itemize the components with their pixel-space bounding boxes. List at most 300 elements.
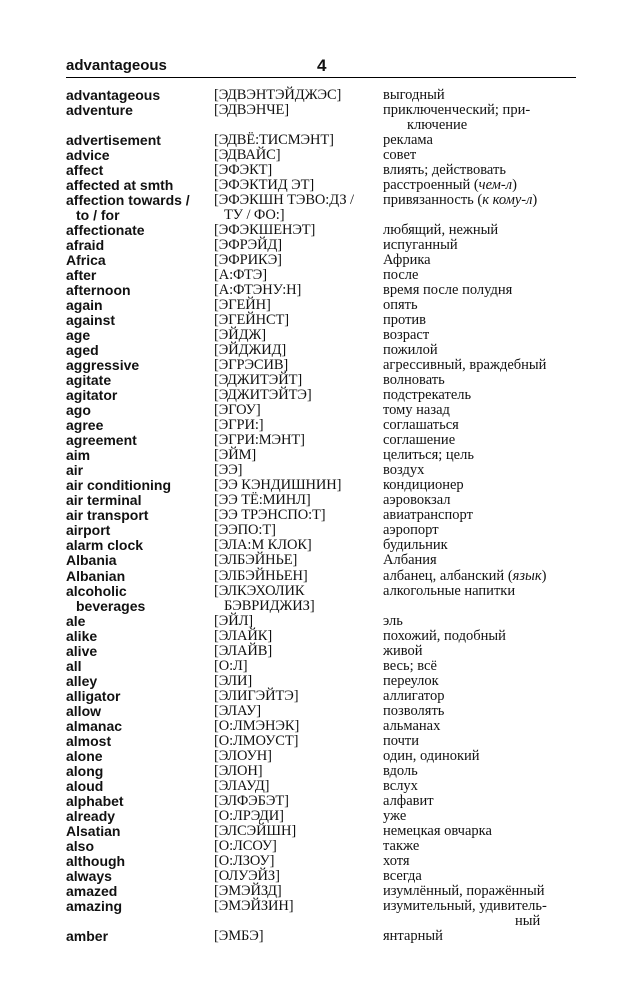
entry-translation-text: алкогольные напитки	[383, 582, 516, 599]
entry-translation	[383, 839, 578, 854]
entry-word-text: air	[66, 462, 84, 479]
entry-word	[66, 193, 216, 223]
entry-word	[66, 223, 216, 238]
entry-word	[66, 493, 216, 508]
entry-translation	[383, 749, 578, 764]
entry-translation	[383, 298, 578, 313]
entry-transcription-text: [ЭЛСЭЙШН]	[214, 822, 297, 839]
entry-translation	[383, 478, 578, 493]
entry-translation-text: реклама	[383, 132, 433, 149]
entry-word-text: affection towards /	[66, 192, 190, 209]
entry-transcription	[214, 313, 384, 328]
dictionary-entry	[66, 614, 576, 629]
entry-translation	[383, 418, 578, 433]
entry-translation-text: воздух	[383, 462, 425, 479]
entry-transcription-text: [ЭЭПО:Т]	[214, 522, 276, 539]
entry-translation	[383, 704, 578, 719]
entry-translation-text: волновать	[383, 372, 445, 389]
entry-word-text: advantageous	[66, 87, 161, 103]
dictionary-entry	[66, 163, 576, 178]
entry-translation-text: похожий, подобный	[383, 627, 506, 644]
entry-word-continuation: beverages	[76, 597, 146, 614]
entry-translation-continuation: ключение	[407, 117, 468, 134]
entry-translation	[383, 553, 578, 568]
entry-word-text: agreement	[66, 432, 137, 449]
entry-translation-text: аэропорт	[383, 522, 439, 539]
entry-transcription	[214, 223, 384, 238]
dictionary-entry	[66, 584, 576, 614]
dictionary-entry	[66, 298, 576, 313]
entry-translation	[383, 463, 578, 478]
entry-transcription-text: [ЭГРИ:]	[214, 417, 264, 434]
dictionary-entry	[66, 88, 576, 103]
entry-word-text: against	[66, 312, 116, 329]
entry-translation	[383, 193, 578, 208]
entry-transcription	[214, 463, 384, 478]
entry-transcription-text: [ЭДЖИТЭЙТЭ]	[214, 387, 312, 404]
entry-transcription	[214, 884, 384, 899]
entry-translation	[383, 779, 578, 794]
entry-translation-text: против	[383, 312, 427, 329]
entry-transcription-text: [ЭЛАУ]	[214, 702, 262, 719]
entry-translation-text: кондиционер	[383, 477, 464, 494]
dictionary-entry	[66, 629, 576, 644]
dictionary-entry	[66, 508, 576, 523]
entry-word	[66, 764, 216, 779]
entry-translation-text: соглашаться	[383, 417, 459, 434]
entry-translation-text: выгодный	[383, 87, 445, 103]
entry-translation	[383, 103, 578, 133]
entry-translation-text: влиять; действовать	[383, 162, 506, 179]
entry-word-text: airport	[66, 522, 111, 539]
entry-transcription-text: [О:ЛЗОУ]	[214, 852, 275, 869]
entry-transcription-text: [ЭЛКЭХОЛИК	[214, 582, 305, 599]
entry-word	[66, 418, 216, 433]
entry-transcription-text: [ЭЛАЙВ]	[214, 642, 273, 659]
entry-transcription-text: [ЭЛА:М КЛОК]	[214, 537, 312, 554]
dictionary-entry	[66, 749, 576, 764]
entry-translation	[383, 854, 578, 869]
entry-word-continuation: to / for	[76, 207, 120, 224]
dictionary-entry	[66, 569, 576, 584]
entry-word	[66, 268, 216, 283]
entry-translation	[383, 88, 578, 103]
entry-word	[66, 779, 216, 794]
dictionary-entry	[66, 223, 576, 238]
dictionary-entry	[66, 689, 576, 704]
entry-word-text: alphabet	[66, 792, 124, 809]
dictionary-entry	[66, 884, 576, 899]
page-header	[66, 57, 576, 77]
entry-transcription	[214, 749, 384, 764]
entry-transcription	[214, 929, 384, 944]
entry-word-text: adventure	[66, 102, 133, 119]
entry-translation-text: всегда	[383, 867, 422, 884]
dictionary-entry	[66, 704, 576, 719]
entry-translation-text: изумительный, удивитель-	[383, 897, 547, 914]
entry-word	[66, 794, 216, 809]
entry-word	[66, 839, 216, 854]
entry-translation	[383, 328, 578, 343]
dictionary-entries	[66, 88, 576, 944]
page-number: 4	[317, 56, 327, 75]
entry-translation-text: расстроенный (чем-л)	[383, 177, 517, 194]
dictionary-entry	[66, 523, 576, 538]
dictionary-entry	[66, 343, 576, 358]
entry-transcription	[214, 178, 384, 193]
entry-transcription-text: [А:ФТЭ]	[214, 267, 267, 284]
entry-translation	[383, 899, 578, 929]
entry-transcription	[214, 238, 384, 253]
entry-translation	[383, 343, 578, 358]
entry-translation-text: после	[383, 267, 419, 284]
dictionary-entry	[66, 418, 576, 433]
entry-word	[66, 373, 216, 388]
entry-translation-text: почти	[383, 732, 420, 749]
entry-transcription-text: [ЭФЭКШЕНЭТ]	[214, 222, 316, 239]
entry-translation-text: привязанность (к кому-л)	[383, 192, 538, 209]
entry-translation	[383, 313, 578, 328]
entry-translation-text: переулок	[383, 672, 439, 689]
entry-transcription	[214, 193, 384, 223]
entry-word	[66, 103, 216, 118]
entry-word	[66, 749, 216, 764]
entry-translation-continuation: ный	[515, 912, 541, 929]
entry-transcription-text: [ЭДВЭНЧЕ]	[214, 102, 289, 119]
entry-word-text: affect	[66, 162, 104, 179]
entry-transcription	[214, 779, 384, 794]
dictionary-entry	[66, 674, 576, 689]
entry-translation-text: подстрекатель	[383, 387, 472, 404]
entry-word-text: allow	[66, 702, 102, 719]
entry-word-text: alligator	[66, 687, 121, 704]
entry-transcription-text: [О:ЛРЭДИ]	[214, 807, 284, 824]
entry-transcription	[214, 418, 384, 433]
dictionary-entry	[66, 719, 576, 734]
entry-transcription	[214, 734, 384, 749]
dictionary-entry	[66, 253, 576, 268]
entry-translation	[383, 133, 578, 148]
entry-translation-text: один, одинокий	[383, 747, 480, 764]
entry-word	[66, 133, 216, 148]
entry-transcription	[214, 163, 384, 178]
entry-transcription-text: [ЭФРЭЙД]	[214, 237, 282, 254]
dictionary-entry	[66, 764, 576, 779]
entry-translation-text: вдоль	[383, 762, 418, 779]
entry-word	[66, 704, 216, 719]
entry-translation	[383, 538, 578, 553]
entry-translation-text: аллигатор	[383, 687, 445, 704]
entry-transcription	[214, 794, 384, 809]
entry-transcription-text: [О:ЛСОУ]	[214, 837, 277, 854]
dictionary-entry	[66, 403, 576, 418]
entry-transcription-text: [ЭЛИГЭЙТЭ]	[214, 687, 299, 704]
entry-word-text: aggressive	[66, 357, 140, 374]
entry-translation-text: целиться; цель	[383, 447, 474, 464]
entry-word	[66, 508, 216, 523]
entry-word-text: air conditioning	[66, 477, 171, 494]
entry-translation	[383, 448, 578, 463]
entry-transcription	[214, 493, 384, 508]
running-headword: advantageous	[66, 57, 167, 74]
entry-word	[66, 448, 216, 463]
dictionary-entry	[66, 148, 576, 163]
entry-word-text: advice	[66, 147, 110, 164]
entry-transcription	[214, 103, 384, 118]
entry-translation	[383, 869, 578, 884]
entry-transcription-text: [ЭФЭКТИД ЭТ]	[214, 177, 315, 194]
entry-translation-text: уже	[383, 807, 407, 824]
entry-transcription-text: [ЭЭ ТРЭНСПО:Т]	[214, 507, 326, 524]
entry-translation	[383, 569, 578, 584]
dictionary-entry	[66, 328, 576, 343]
entry-translation-text: испуганный	[383, 237, 458, 254]
entry-transcription-text: [ЭГРИ:МЭНТ]	[214, 432, 305, 449]
dictionary-entry	[66, 178, 576, 193]
dictionary-entry	[66, 193, 576, 223]
entry-word-text: air terminal	[66, 492, 142, 509]
entry-transcription	[214, 283, 384, 298]
entry-transcription	[214, 388, 384, 403]
entry-word	[66, 659, 216, 674]
entry-word-text: Albania	[66, 552, 117, 569]
entry-translation-text: позволять	[383, 702, 445, 719]
entry-translation-text: альманах	[383, 717, 441, 734]
entry-translation	[383, 824, 578, 839]
entry-transcription	[214, 674, 384, 689]
entry-translation	[383, 523, 578, 538]
entry-word-text: also	[66, 837, 95, 854]
entry-transcription-text: [ЭЭ ТЁ:МИНЛ]	[214, 492, 311, 509]
entry-word-text: amber	[66, 927, 109, 944]
dictionary-entry	[66, 538, 576, 553]
entry-word	[66, 328, 216, 343]
entry-word-text: alive	[66, 642, 98, 659]
entry-word	[66, 463, 216, 478]
entry-transcription	[214, 569, 384, 584]
entry-word-text: amazed	[66, 882, 118, 899]
entry-word-text: after	[66, 267, 97, 284]
dictionary-entry	[66, 313, 576, 328]
entry-translation	[383, 373, 578, 388]
entry-word	[66, 584, 216, 614]
entry-translation-text: хотя	[383, 852, 410, 869]
entry-word	[66, 644, 216, 659]
entry-translation	[383, 358, 578, 373]
entry-word-text: along	[66, 762, 104, 779]
entry-translation-text: немецкая овчарка	[383, 822, 492, 839]
entry-translation	[383, 493, 578, 508]
entry-word	[66, 869, 216, 884]
entry-transcription-text: [ЭЛАУД]	[214, 777, 270, 794]
entry-transcription-text: [ЭДЖИТЭЙТ]	[214, 372, 303, 389]
entry-transcription-text: [О:ЛМЭНЭК]	[214, 717, 300, 734]
entry-transcription-text: [ЭДВЭНТЭЙДЖЭС]	[214, 87, 342, 103]
entry-transcription	[214, 719, 384, 734]
entry-transcription	[214, 328, 384, 343]
entry-transcription-text: [ЭГЕЙНСТ]	[214, 312, 290, 329]
entry-translation	[383, 268, 578, 283]
entry-word-text: almanac	[66, 717, 123, 734]
entry-transcription-text: [ЭЛБЭЙНЬЕ]	[214, 552, 298, 569]
dictionary-entry	[66, 103, 576, 133]
entry-translation	[383, 674, 578, 689]
entry-translation-text: время после полудня	[383, 282, 513, 299]
dictionary-entry	[66, 854, 576, 869]
entry-word	[66, 674, 216, 689]
entry-transcription-text: [ЭЙДЖИД]	[214, 342, 287, 359]
entry-word	[66, 569, 216, 584]
entry-word-text: ale	[66, 612, 86, 629]
entry-word	[66, 523, 216, 538]
entry-word	[66, 478, 216, 493]
entry-transcription-text: [ЭЙЛ]	[214, 612, 254, 629]
dictionary-entry	[66, 133, 576, 148]
entry-translation	[383, 764, 578, 779]
entry-word	[66, 689, 216, 704]
entry-translation-text: аэровокзал	[383, 492, 451, 509]
entry-word-text: aloud	[66, 777, 104, 794]
entry-word	[66, 388, 216, 403]
entry-translation-text: возраст	[383, 327, 430, 344]
entry-word	[66, 403, 216, 418]
entry-word	[66, 163, 216, 178]
entry-transcription-text: [ЭЙДЖ]	[214, 327, 266, 344]
entry-word	[66, 433, 216, 448]
entry-translation	[383, 584, 578, 599]
entry-transcription-text: [ЭДВЁ:ТИСМЭНТ]	[214, 132, 334, 149]
entry-transcription-text: [ЭФЭКТ]	[214, 162, 273, 179]
entry-transcription	[214, 869, 384, 884]
entry-word	[66, 253, 216, 268]
entry-word	[66, 824, 216, 839]
entry-translation	[383, 163, 578, 178]
entry-transcription	[214, 88, 384, 103]
entry-translation	[383, 148, 578, 163]
entry-word	[66, 148, 216, 163]
dictionary-entry	[66, 809, 576, 824]
entry-translation-text: алфавит	[383, 792, 434, 809]
entry-transcription	[214, 899, 384, 914]
entry-translation	[383, 253, 578, 268]
entry-word-text: alike	[66, 627, 98, 644]
entry-translation-text: агрессивный, враждебный	[383, 357, 547, 374]
entry-word	[66, 854, 216, 869]
entry-word-text: amazing	[66, 897, 123, 914]
entry-transcription	[214, 824, 384, 839]
entry-translation-text: вслух	[383, 777, 418, 794]
entry-transcription	[214, 148, 384, 163]
entry-transcription-text: [ЭЭ]	[214, 462, 243, 479]
entry-translation	[383, 689, 578, 704]
dictionary-entry	[66, 734, 576, 749]
entry-translation	[383, 884, 578, 899]
entry-translation-text: опять	[383, 297, 418, 314]
entry-transcription-text: [ЭГОУ]	[214, 402, 261, 419]
entry-transcription-text: [ЭМЭЙЗИН]	[214, 897, 294, 914]
dictionary-entry	[66, 794, 576, 809]
entry-word	[66, 719, 216, 734]
entry-word	[66, 734, 216, 749]
dictionary-entry	[66, 493, 576, 508]
entry-word	[66, 298, 216, 313]
entry-translation	[383, 794, 578, 809]
entry-translation-text: эль	[383, 612, 403, 629]
entry-transcription-continuation: БЭВРИДЖИЗ]	[224, 597, 315, 614]
entry-word-text: Africa	[66, 252, 106, 269]
entry-transcription-continuation: ТУ / ФО:]	[224, 207, 285, 224]
dictionary-entry	[66, 839, 576, 854]
entry-transcription	[214, 298, 384, 313]
dictionary-entry	[66, 433, 576, 448]
entry-word-text: already	[66, 807, 116, 824]
entry-translation-text: тому назад	[383, 402, 450, 419]
entry-translation-text: весь; всё	[383, 657, 437, 674]
entry-translation-text: изумлённый, поражённый	[383, 882, 545, 899]
entry-transcription	[214, 809, 384, 824]
entry-transcription	[214, 614, 384, 629]
entry-word	[66, 899, 216, 914]
entry-transcription	[214, 584, 384, 614]
entry-word-text: alarm clock	[66, 537, 144, 554]
entry-transcription	[214, 854, 384, 869]
entry-transcription	[214, 659, 384, 674]
entry-word	[66, 358, 216, 373]
entry-transcription	[214, 133, 384, 148]
entry-word-text: affected at smth	[66, 177, 174, 194]
entry-transcription-text: [ЭЭ КЭНДИШНИН]	[214, 477, 342, 494]
entry-translation-text: авиатранспорт	[383, 507, 473, 524]
entry-word-text: alley	[66, 672, 98, 689]
entry-word	[66, 238, 216, 253]
dictionary-entry	[66, 659, 576, 674]
entry-word-text: agree	[66, 417, 104, 434]
dictionary-entry	[66, 268, 576, 283]
entry-transcription-text: [ЭФРИКЭ]	[214, 252, 282, 269]
entry-translation	[383, 178, 578, 193]
dictionary-entry	[66, 869, 576, 884]
entry-word	[66, 343, 216, 358]
dictionary-entry	[66, 899, 576, 929]
entry-word	[66, 629, 216, 644]
dictionary-entry	[66, 463, 576, 478]
entry-transcription-text: [ЭФЭКШН ТЭВО:ДЗ /	[214, 192, 354, 209]
entry-word	[66, 884, 216, 899]
entry-transcription	[214, 268, 384, 283]
dictionary-entry	[66, 388, 576, 403]
entry-translation	[383, 644, 578, 659]
entry-word-text: almost	[66, 732, 112, 749]
entry-word	[66, 178, 216, 193]
entry-translation	[383, 734, 578, 749]
dictionary-entry	[66, 373, 576, 388]
entry-word-text: aged	[66, 342, 99, 359]
entry-transcription-text: [ЭЛОН]	[214, 762, 263, 779]
entry-word-text: Albanian	[66, 567, 126, 584]
entry-translation-text: Албания	[383, 552, 437, 569]
entry-word	[66, 809, 216, 824]
entry-translation	[383, 238, 578, 253]
entry-transcription-text: [О:ЛМОУСТ]	[214, 732, 299, 749]
entry-word	[66, 283, 216, 298]
entry-transcription-text: [ЭДВАЙС]	[214, 147, 281, 164]
entry-translation	[383, 388, 578, 403]
entry-word	[66, 538, 216, 553]
entry-word	[66, 553, 216, 568]
dictionary-entry	[66, 448, 576, 463]
entry-translation-text: Африка	[383, 252, 431, 269]
entry-word-text: although	[66, 852, 126, 869]
